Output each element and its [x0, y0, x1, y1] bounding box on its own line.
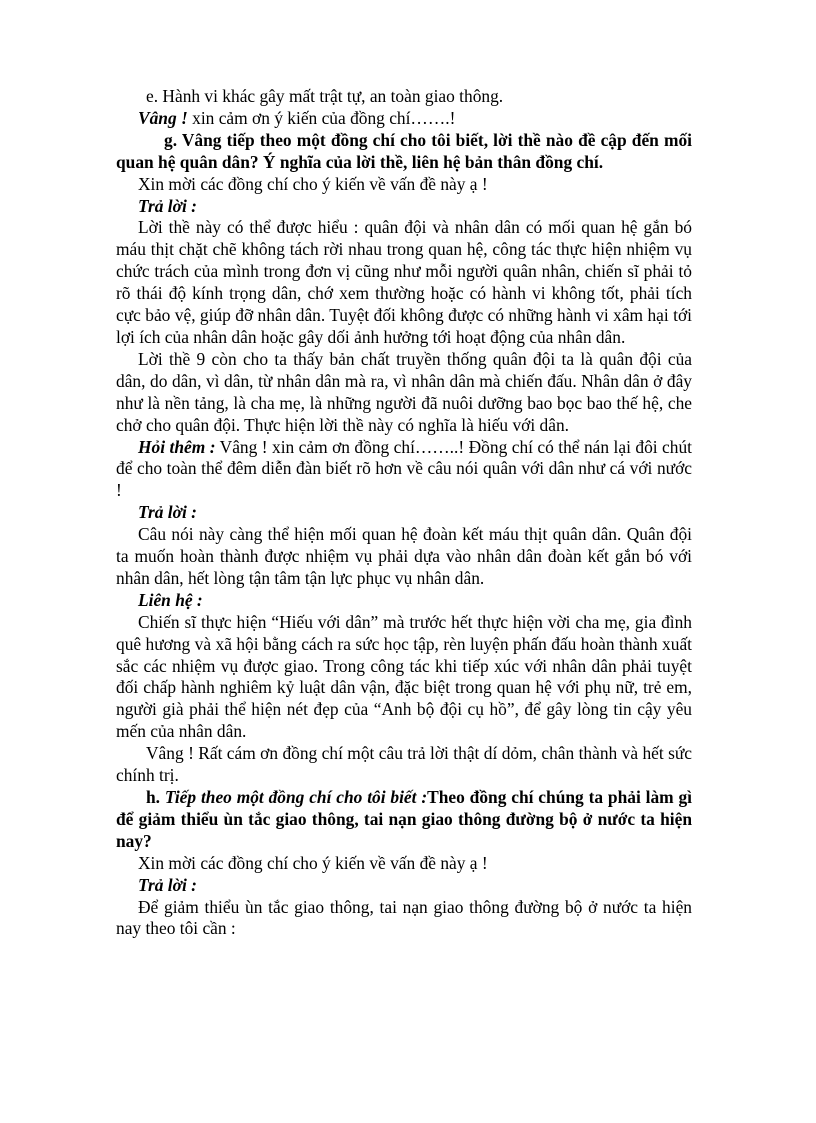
invite-line-2: Xin mời các đồng chí cho ý kiến về vấn đề này ạ ! — [138, 852, 488, 873]
answer-h-paragraph-1: Để giảm thiểu ùn tắc giao thông, tai nạn giao thông đường bộ ở nước ta hiện nay theo tôi cần : — [116, 896, 692, 939]
hoi-them-text: Vâng ! xin cảm ơn đồng chí……..! Đồng chí có thể nán lại đôi chút để cho toàn thể đêm diễn đàn biết rõ hơn về câu nói quân với dân như cá với nước ! — [116, 436, 692, 501]
answer-g-paragraph-2: Lời thề 9 còn cho ta thấy bản chất truyền thống quân đội ta là quân đội của dân, do dân, vì dân, từ nhân dân mà ra, vì nhân dân mà chiến đấu. Nhân dân ở đây như là nền tảng, là cha mẹ, là những người đã nuôi dưỡng bao bọc bao thế hệ, che chở cho quân đội. Thực hiện lời thề này có nghĩa là hiếu với dân. — [116, 348, 692, 435]
question-h-text: Theo đồng chí chúng ta phải làm gì để giảm thiểu ùn tắc giao thông, tai nạn giao thông đường bộ ở nước ta hiện nay? — [116, 787, 693, 851]
question-g: g. Vâng tiếp theo một đồng chí cho tôi biết, lời thề nào đề cập đến mối quan hệ quân dân? Ý nghĩa của lời thề, liên hệ bản thân đồng chí. — [116, 129, 692, 172]
lien-he-paragraph: Chiến sĩ thực hiện “Hiếu với dân” mà trước hết thực hiện vời cha mẹ, gia đình quê hương và xã hội bằng cách ra sức học tập, rèn luyện phấn đấu hoàn thành xuất sắc các nhiệm vụ được giao. Trong công tác khi tiếp xúc với nhân dân phải tuyệt đối chấp hành nghiêm kỷ luật dân vận, đặc biệt trong quan hệ với phụ nữ, trẻ em, người già phải thể hiện nét đẹp của “Anh bộ đội cụ hồ”, để gây lòng tin cậy yêu mến của nhân dân. — [116, 611, 692, 742]
thanks-text: xin cảm ơn ý kiến của đồng chí…….! — [187, 107, 456, 128]
document-body — [116, 86, 692, 940]
question-h-italic: Tiếp theo một đồng chí cho tôi biết : — [164, 787, 428, 807]
question-h-lead: h. — [146, 787, 165, 807]
item-e: e. Hành vi khác gây mất trật tự, an toàn giao thông. — [146, 86, 504, 106]
answer-label-2: Trả lời : — [138, 502, 197, 523]
thanks-line-1 — [116, 108, 692, 130]
answer-label-1: Trả lời : — [138, 195, 197, 216]
lien-he-label: Liên hệ : — [138, 589, 203, 610]
follow-up-question — [116, 437, 692, 503]
hoi-them-label: Hỏi thêm : — [138, 436, 216, 457]
answer-label-3: Trả lời : — [138, 874, 197, 895]
vang-label: Vâng ! — [138, 107, 188, 128]
thanks-line-2: Vâng ! Rất cám ơn đồng chí một câu trả lời thật dí dỏm, chân thành và hết sức chính trị. — [116, 743, 692, 786]
question-h — [116, 787, 692, 853]
invite-line-1: Xin mời các đồng chí cho ý kiến về vấn đề này ạ ! — [138, 173, 488, 194]
answer-follow-up: Câu nói này càng thể hiện mối quan hệ đoàn kết máu thịt quân dân. Quân đội ta muốn hoàn thành được nhiệm vụ phải dựa vào nhân dân đoàn kết gắn bó với nhân dân, hết lòng tận tâm tận lực phục vụ nhân dân. — [116, 524, 692, 588]
answer-g-paragraph-1: Lời thề này có thể được hiểu : quân đội và nhân dân có mối quan hệ gắn bó máu thịt chặt chẽ không tách rời nhau trong quan hệ, công tác thực hiện nhiệm vụ chức trách của mình trong đơn vị cũng như mỗi người quân nhân, chiến sĩ phải tỏ rõ thái độ kính trọng dân, chớ xem thường hoặc có hành vi không tốt, phải tích cực bảo vệ, giúp đỡ nhân dân. Tuyệt đối không được có những hành vi xâm hại tới lợi ích của nhân dân hoặc gây dối ảnh hưởng tới hoạt động của nhân dân. — [116, 217, 692, 347]
